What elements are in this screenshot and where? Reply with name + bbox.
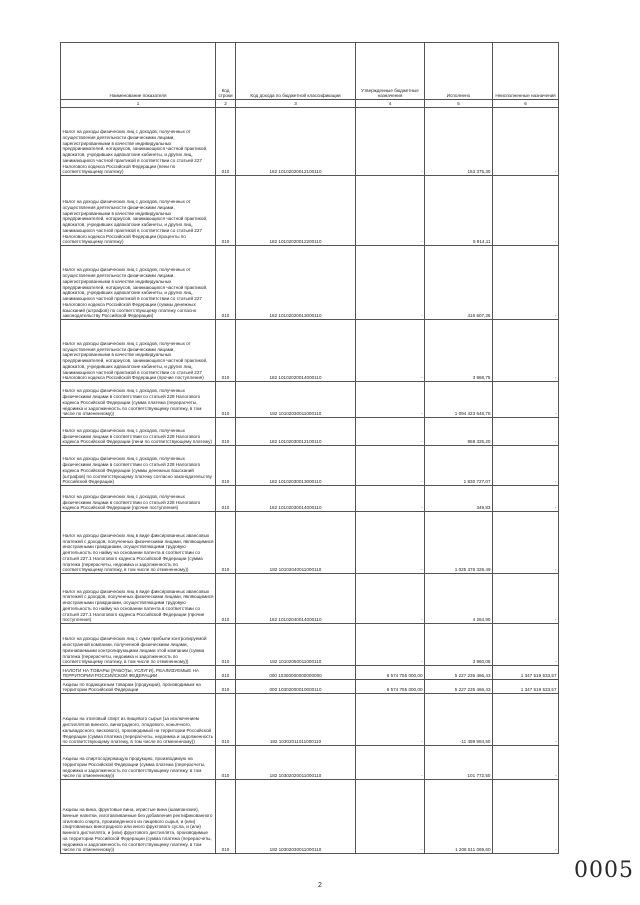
row-code: 010	[216, 486, 236, 512]
row-kbk: 182 10102020012100110	[236, 108, 356, 176]
row-kbk: 000 10300000000000000	[236, 666, 356, 680]
table-row	[61, 512, 559, 574]
row-name: Налог на доходы физических лиц с доходов, полученных физическими лицами в соответствии со статьей 228 Налогового кодекса Российской Федерации (пени по соответствующему платежу)	[61, 418, 216, 446]
row-executed: 1 094 423 648,78	[425, 382, 493, 418]
budget-execution-table	[60, 42, 559, 854]
table-row	[61, 176, 559, 246]
row-code: 010	[216, 666, 236, 680]
row-executed: 5 914,11	[425, 176, 493, 246]
row-approved: -	[356, 780, 425, 854]
row-approved: -	[356, 246, 425, 320]
row-executed: 416 607,36	[425, 246, 493, 320]
header-approved: Утвержденные бюджетные назначения	[356, 43, 425, 100]
column-number: 1	[61, 100, 216, 108]
row-name: Налог на доходы физических лиц в виде фиксированных авансовых платежей с доходов, полученных физическими лицами, являющимися иностранными гражданами, осуществляющими трудовую деятельность по найму на основании патента в соответствии со статьей 227.1 Налогового кодекса Российской Федерации (сумма платежа (перерасчеты, недоимка и задолженность по соответствующему платежу, в том числе по отмененному))	[61, 512, 216, 574]
row-unexecuted: -	[493, 780, 559, 854]
row-executed: -11 499 984,50	[425, 694, 493, 746]
row-kbk: 000 10302000010000110	[236, 680, 356, 694]
row-unexecuted: -	[493, 624, 559, 666]
table-row	[61, 694, 559, 746]
header-executed: Исполнено	[425, 43, 493, 100]
row-executed: 3 960,06	[425, 624, 493, 666]
row-kbk: 182 10302020011000110	[236, 746, 356, 780]
column-number: 4	[356, 100, 425, 108]
row-approved: -	[356, 176, 425, 246]
row-executed: 349,83	[425, 486, 493, 512]
row-approved: -	[356, 382, 425, 418]
row-unexecuted: 1 347 519 533,57	[493, 680, 559, 694]
row-executed: 1 208 511 069,60	[425, 780, 493, 854]
table-row	[61, 666, 559, 680]
row-code: 010	[216, 694, 236, 746]
row-unexecuted: -	[493, 574, 559, 624]
row-approved: 6 574 755 000,00	[356, 666, 425, 680]
row-executed: 1 025 376 328,49	[425, 512, 493, 574]
row-kbk: 182 10102030011000110	[236, 382, 356, 418]
column-number: 6	[493, 100, 559, 108]
row-executed: 5 227 235 466,43	[425, 680, 493, 694]
row-unexecuted: -	[493, 446, 559, 486]
row-unexecuted: -	[493, 320, 559, 382]
table-row	[61, 446, 559, 486]
row-name: НАЛОГИ НА ТОВАРЫ (РАБОТЫ, УСЛУГИ), РЕАЛИЗУЕМЫЕ НА ТЕРРИТОРИИ РОССИЙСКОЙ ФЕДЕРАЦИИ	[61, 666, 216, 680]
table-body	[61, 108, 559, 854]
row-kbk: 182 10102020014000110	[236, 320, 356, 382]
row-code: 010	[216, 320, 236, 382]
row-executed: 1 830 727,07	[425, 446, 493, 486]
row-executed: 3 968,75	[425, 320, 493, 382]
row-approved: -	[356, 108, 425, 176]
table-row	[61, 418, 559, 446]
table-row	[61, 382, 559, 418]
row-executed: 5 227 235 466,43	[425, 666, 493, 680]
row-kbk: 182 10102030012100110	[236, 418, 356, 446]
row-kbk: 182 10102030013000110	[236, 446, 356, 486]
row-code: 010	[216, 780, 236, 854]
row-kbk: 182 10102050011000110	[236, 624, 356, 666]
page-number: 2	[318, 882, 322, 889]
row-executed: 4 264,90	[425, 574, 493, 624]
row-code: 010	[216, 382, 236, 418]
row-kbk: 182 10102040014000110	[236, 574, 356, 624]
row-code: 010	[216, 512, 236, 574]
row-code: 010	[216, 624, 236, 666]
row-name: Налог на доходы физических лиц с доходов, полученных от осуществления деятельности физическими лицами, зарегистрированными в качестве индивидуальных предпринимателей, нотариусов, занимающихся частной практикой, адвокатов, учредивших адвокатские кабинеты, и других лиц, занимающихся частной практикой в соответствии со статьей 227 Налогового кодекса Российской Федерации (прочие поступления)	[61, 320, 216, 382]
row-executed: 101 772,50	[425, 746, 493, 780]
row-unexecuted: 1 347 519 533,57	[493, 666, 559, 680]
row-kbk: 182 10102020012200110	[236, 176, 356, 246]
table-row	[61, 486, 559, 512]
row-unexecuted: -	[493, 176, 559, 246]
row-code: 010	[216, 246, 236, 320]
row-unexecuted: -	[493, 746, 559, 780]
row-executed: 958 325,20	[425, 418, 493, 446]
row-kbk: 182 10302011011000110	[236, 694, 356, 746]
row-code: 010	[216, 680, 236, 694]
row-executed: 153 375,30	[425, 108, 493, 176]
table-header-row	[61, 43, 559, 100]
row-kbk: 182 10102020013000110	[236, 246, 356, 320]
row-approved: -	[356, 694, 425, 746]
row-unexecuted: -	[493, 108, 559, 176]
row-approved: -	[356, 418, 425, 446]
column-number-row	[61, 100, 559, 108]
row-kbk: 182 10102030014000110	[236, 486, 356, 512]
table-row	[61, 746, 559, 780]
row-name: Акцизы на спиртосодержащую продукцию, производимую на территории Российской Федерации (сумма платежа (перерасчеты, недоимка и задолженность по соответствующему платежу, в том числе по отмененному))	[61, 746, 216, 780]
row-approved: -	[356, 486, 425, 512]
row-code: 010	[216, 446, 236, 486]
table-row	[61, 574, 559, 624]
header-unexecuted: Неисполненные назначения	[493, 43, 559, 100]
row-name: Налог на доходы физических лиц с доходов, полученных от осуществления деятельности физическими лицами, зарегистрированными в качестве индивидуальных предпринимателей, нотариусов, занимающихся частной практикой, адвокатов, учредивших адвокатские кабинеты, и других лиц, занимающихся частной практикой в соответствии со статьей 227 Налогового кодекса Российской Федерации (пени по соответствующему платежу)	[61, 108, 216, 176]
row-approved: -	[356, 320, 425, 382]
row-name: Налог на доходы физических лиц с доходов, полученных физическими лицами в соответствии со статьей 228 Налогового кодекса Российской Федерации (сумма платежа (перерасчеты, недоимка и задолженность по соответствующему платежу, в том числе по отмененному))	[61, 382, 216, 418]
table-row	[61, 780, 559, 854]
header-code: Код строки	[216, 43, 236, 100]
table-row	[61, 624, 559, 666]
row-kbk: 182 10102040011000110	[236, 512, 356, 574]
table-row	[61, 680, 559, 694]
row-code: 010	[216, 418, 236, 446]
row-name: Налог на доходы физических лиц с доходов, полученных физическими лицами в соответствии со статьей 228 Налогового кодекса Российской Федерации (прочие поступления)	[61, 486, 216, 512]
row-approved: -	[356, 624, 425, 666]
column-number: 5	[425, 100, 493, 108]
row-approved: -	[356, 746, 425, 780]
table-row	[61, 320, 559, 382]
row-name: Акцизы на вина, фруктовые вина, игристые вина (шампанские), винные напитки, изготавливаемые без добавления ректификованного этилового спирта, произведенного из пищевого сырья, и (или) спиртованных виноградного или иного фруктового сусла, и (или) винного дистиллята, и (или) фруктового дистиллята, производимые на территории Российской Федерации (сумма платежа (перерасчеты, недоимка и задолженность по соответствующему платежу, в том числе по отмененному))	[61, 780, 216, 854]
row-name: Налог на доходы физических лиц с доходов, полученных от осуществления деятельности физическими лицами, зарегистрированными в качестве индивидуальных предпринимателей, нотариусов, занимающихся частной практикой, адвокатов, учредивших адвокатские кабинеты, и других лиц, занимающихся частной практикой в соответствии со статьей 227 Налогового кодекса Российской Федерации (суммы денежных взысканий (штрафов) по соответствующему платежу согласно законодательству Российской Федерации)	[61, 246, 216, 320]
row-code: 010	[216, 746, 236, 780]
row-approved: 6 574 755 000,00	[356, 680, 425, 694]
row-unexecuted: -	[493, 486, 559, 512]
row-approved: -	[356, 512, 425, 574]
row-unexecuted: -	[493, 512, 559, 574]
row-name: Акцизы по подакцизным товарам (продукции), производимым на территории Российской Федерации	[61, 680, 216, 694]
row-unexecuted: -	[493, 382, 559, 418]
row-kbk: 182 10302030011000110	[236, 780, 356, 854]
row-approved: -	[356, 574, 425, 624]
table-row	[61, 108, 559, 176]
row-name: Налог на доходы физических лиц с сумм прибыли контролируемой иностранной компании, полученной физическими лицами, признаваемыми контролирующими лицами этой компании (сумма платежа (перерасчеты, недоимка и задолженность по соответствующему платежу, в том числе по отмененному))	[61, 624, 216, 666]
row-code: 010	[216, 108, 236, 176]
page-stamp: 0005	[574, 858, 634, 883]
row-name: Налог на доходы физических лиц в виде фиксированных авансовых платежей с доходов, полученных физическими лицами, являющимися иностранными гражданами, осуществляющими трудовую деятельность по найму на основании патента в соответствии со статьей 227.1 Налогового кодекса Российской Федерации (прочие поступления)	[61, 574, 216, 624]
row-code: 010	[216, 574, 236, 624]
row-name: Акцизы на этиловый спирт из пищевого сырья (за исключением дистиллятов винного, виноградного, плодового, коньячного, кальвадосного, вискового), производимый на территории Российской Федерации (сумма платежа (перерасчеты, недоимка и задолженность по соответствующему платежу, в том числе по отмененному))	[61, 694, 216, 746]
row-name: Налог на доходы физических лиц с доходов, полученных физическими лицами в соответствии со статьей 228 Налогового кодекса Российской Федерации (суммы денежных взысканий (штрафов) по соответствующему платежу согласно законодательству Российской Федерации)	[61, 446, 216, 486]
header-kbk: Код дохода по бюджетной классификации	[236, 43, 356, 100]
table-row	[61, 246, 559, 320]
column-number: 2	[216, 100, 236, 108]
column-number: 3	[236, 100, 356, 108]
row-unexecuted: -	[493, 694, 559, 746]
row-approved: -	[356, 446, 425, 486]
row-name: Налог на доходы физических лиц с доходов, полученных от осуществления деятельности физическими лицами, зарегистрированными в качестве индивидуальных предпринимателей, нотариусов, занимающихся частной практикой, адвокатов, учредивших адвокатские кабинеты, и других лиц, занимающихся частной практикой в соответствии со статьей 227 Налогового кодекса Российской Федерации (проценты по соответствующему платежу)	[61, 176, 216, 246]
header-name: Наименование показателя	[61, 43, 216, 100]
row-unexecuted: -	[493, 246, 559, 320]
row-code: 010	[216, 176, 236, 246]
row-unexecuted: -	[493, 418, 559, 446]
